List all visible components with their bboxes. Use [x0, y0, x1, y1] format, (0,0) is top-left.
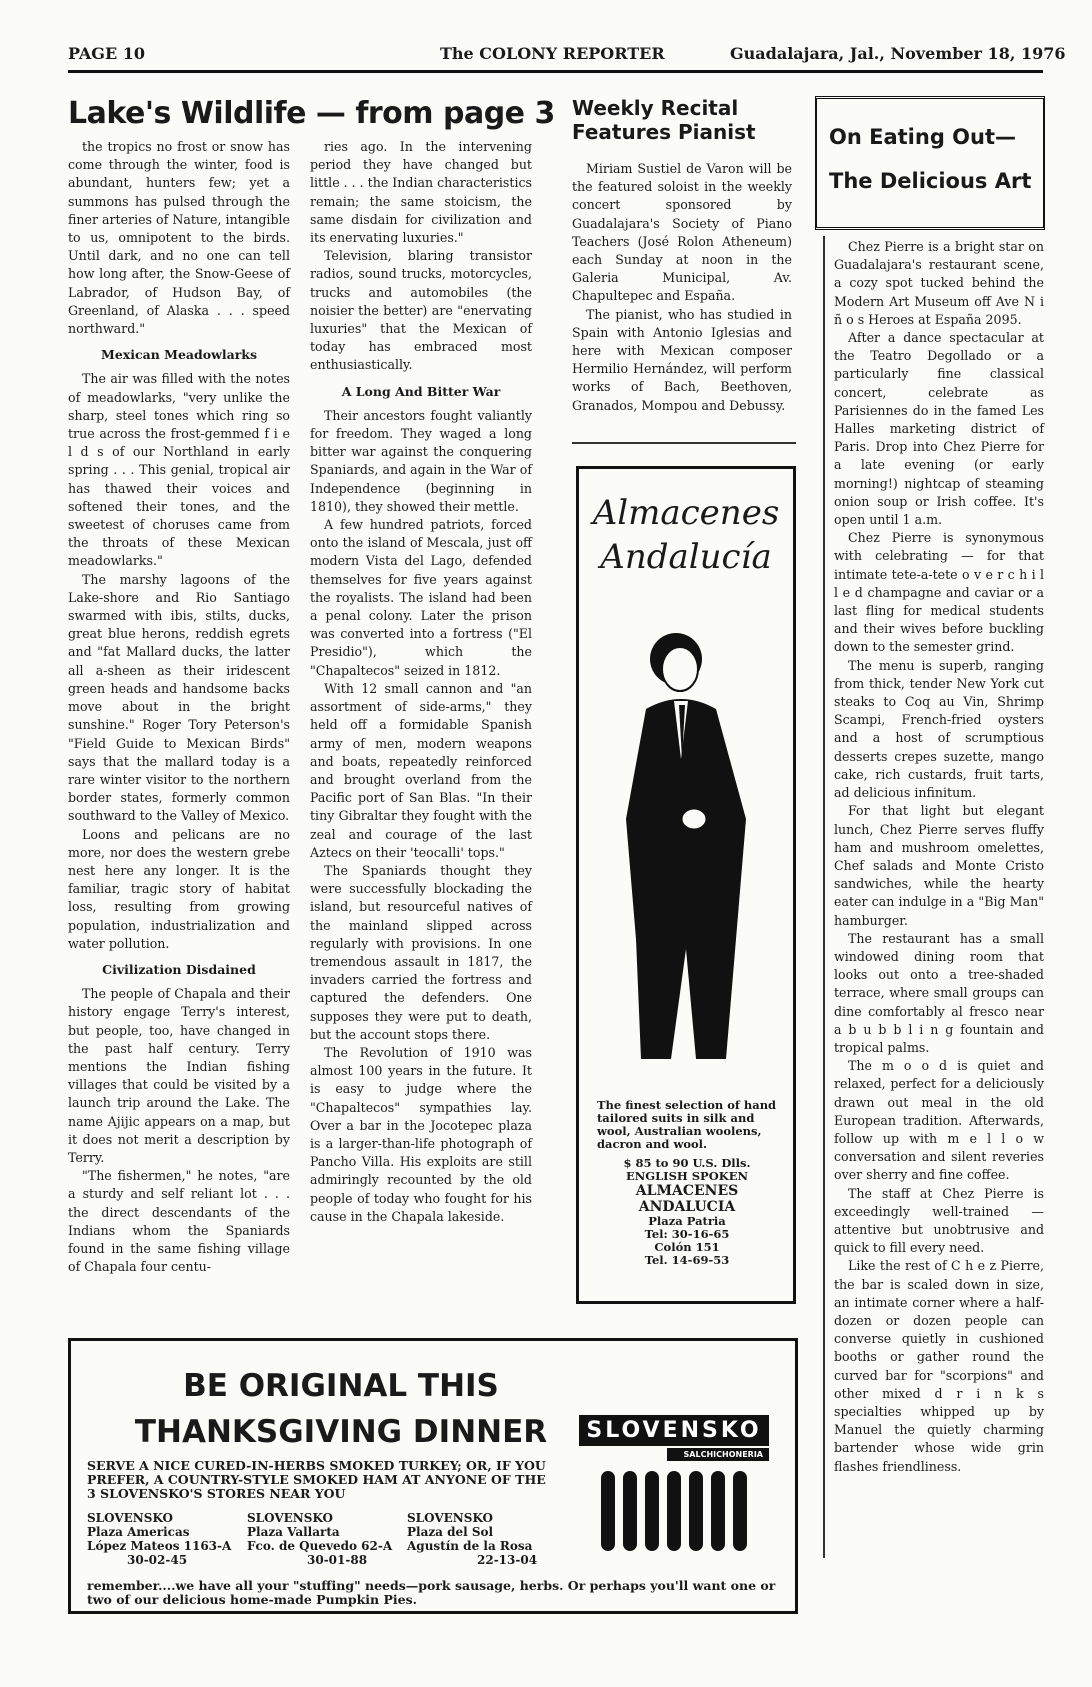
subheading: Mexican Meadowlarks: [101, 347, 257, 363]
paragraph: ries ago. In the intervening period they have changed but little . . . the Indian characteristics remain; the same stoicism, the same disdain for civilization and its enervating luxuries.": [310, 139, 532, 246]
store-phone: 22-13-04: [477, 1553, 538, 1567]
eating-title-2: The Delicious Art: [829, 169, 1032, 193]
lakes-column-2: [310, 138, 532, 1226]
eating-headline-box: [815, 96, 1045, 230]
paragraph: The marshy lagoons of the Lake-shore and Rio Santiago swarmed with ibis, stilts, ducks, great blue herons, reddish egrets and "fat Mallard ducks, the latter all a-sheen as their iridescent green heads and handsome backs move about in the bright sunshine." Roger Tory Peterson's "Field Guide to Mexican Birds" says that the mallard today is a rare winter visitor to the northern border states, formerly common southward to the Valley of Mexico.: [68, 571, 290, 824]
paragraph: Television, blaring transistor radios, sound trucks, motorcycles, trucks and automobiles (the noisier the better) are "enervating luxuries" that the Mexican of today has embraced most enthusiastically.: [310, 248, 532, 373]
paragraph: "The fishermen," he notes, "are a sturdy and self reliant lot . . . the direct descendants of the Indians whom the Spaniards found in the same fishing village of Chapala four centu-: [68, 1168, 290, 1275]
sausage-graphic: [579, 1471, 769, 1551]
lakes-headline: Lake's Wildlife — from page 3: [68, 96, 555, 131]
paragraph: The people of Chapala and their history engage Terry's interest, but people, too, have changed in the past half century. Terry mentions the Indian fishing villages that could be visited by a launch trip around the Lake. The name Ajijic appears on a map, but it does not merit a description by Terry.: [68, 986, 290, 1165]
eating-title-1: On Eating Out—: [829, 125, 1017, 149]
ad-price: $ 85 to 90 U.S. Dlls.: [623, 1156, 751, 1170]
paragraph: After a dance spectacular at the Teatro Degollado or a particularly fine classical concert, celebrate as Parisiennes do in the famed Les Halles marketing district of Paris. Drop into Chez Pierre for a late evening (or early morning!) nightcap of steaming onion soup or Irish coffee. It's open until 1 a.m.: [834, 330, 1044, 528]
paragraph: Miriam Sustiel de Varon will be the featured soloist in the weekly concert sponsored by Guadalajara's Society of Piano Teachers (José Rolon Atheneum) each Sunday at noon in the Galeria Municipal, Av. Chapultepec and España.: [572, 161, 792, 304]
ad-address-1: Plaza Patria: [648, 1214, 726, 1228]
paragraph: With 12 small cannon and "an assortment of side-arms," they held off a formidable Spanish army of men, modern weapons and boats, repeatedly reinforced and brought overland from the Pacific port of San Blas. "In their tiny Gibraltar they fought with the zeal and courage of the last Aztecs on their 'teocalli' tops.": [310, 680, 532, 860]
ad-copy-block: [597, 1099, 777, 1267]
ad-name-2: ANDALUCIA: [638, 1199, 736, 1215]
ad-footer: remember....we have all your "stuffing" needs—pork sausage, herbs. Or perhaps you'll want one or two of our delicious home-made Pumpkin Pies.: [87, 1578, 776, 1607]
store-name: SLOVENSKO: [247, 1511, 333, 1525]
paragraph: Their ancestors fought valiantly for freedom. They waged a long bitter war against the conquering Spaniards, and again in the War of Independence (beginning in 1810), they showed their mettle.: [310, 407, 532, 514]
ad-tel-1: Tel: 30-16-65: [644, 1227, 730, 1241]
store-address: Fco. de Quevedo 62-A: [247, 1539, 393, 1553]
store-plaza: Plaza del Sol: [407, 1525, 494, 1539]
ad-title-line-2: THANKSGIVING DINNER: [134, 1414, 548, 1450]
ad-tel-2: Tel. 14-69-53: [644, 1253, 730, 1267]
header-rule: [68, 70, 1043, 73]
ad-body: SERVE A NICE CURED-IN-HERBS SMOKED TURKEY; OR, IF YOU PREFER, A COUNTRY-STYLE SMOKED HAM AT ANYONE OF THE 3 SLOVENSKO'S STORES NEAR YOU: [87, 1458, 546, 1501]
logo-word: SLOVENSKO: [579, 1415, 769, 1446]
paragraph: the tropics no frost or snow has come through the winter, food is abundant, hunters few; yet a summons has pulsed through the finer arteries of Nature, intangible to us, omnipotent to the birds. Until dark, and no one can tell how long after, the Snow-Geese of Labrador, of Hudson Bay, of Greenland, of Alaska . . . speed northward.": [68, 139, 290, 337]
store-name: SLOVENSKO: [407, 1511, 493, 1525]
almacenes-ad: [576, 466, 796, 1304]
ad-title: [131, 1363, 551, 1455]
subheading: A Long And Bitter War: [341, 383, 501, 399]
ad-name-1: ALMACENES: [635, 1183, 739, 1199]
paragraph: For that light but elegant lunch, Chez Pierre serves fluffy ham and mushroom omelettes, Chef salads and Monte Cristo sandwiches, while the hearty eater can indulge in a "Big Man" hamburger.: [834, 803, 1044, 928]
subheading: Civilization Disdained: [102, 961, 256, 977]
paragraph: The staff at Chez Pierre is exceedingly well-trained — attentive but unobtrusive and quick to fill every need.: [834, 1185, 1044, 1256]
store-plaza: Plaza Americas: [87, 1525, 190, 1539]
paragraph: A few hundred patriots, forced onto the island of Mescala, just off modern Vista del Lago, defended themselves for five years against the royalists. The island had been a penal colony. Later the prison was converted into a fortress ("El Presidio"), which the "Chapaltecos" seized in 1812.: [310, 517, 532, 678]
ad-address-2: Colón 151: [654, 1240, 720, 1254]
store-address: Agustín de la Rosa: [407, 1539, 533, 1553]
paragraph: Like the rest of C h e z Pierre, the bar is scaled down in size, an intimate corner where a half-dozen or dozen people can converse quietly in cushioned booths or gather round the curved bar for "scorpions" and other mixed d r i n k s specialties whipped up by Manuel the quietly charming bartender whose wide grin flashes friendliness.: [834, 1258, 1044, 1474]
store-address: López Mateos 1163-A: [87, 1539, 232, 1553]
ad-english-spoken: ENGLISH SPOKEN: [626, 1169, 748, 1183]
logo-subtitle: SALCHICHONERIA: [667, 1448, 769, 1461]
store-phone: 30-02-45: [127, 1553, 188, 1567]
paragraph: The menu is superb, ranging from thick, tender New York cut steaks to Coq au Vin, Shrimp Scampi, French-fried oysters and a host of scrumptious desserts crepes suzette, mango cake, rich custards, fruit tarts, ad delicious infinitum.: [834, 657, 1044, 801]
paragraph: Loons and pelicans are no more, nor does the western grebe nest here any longer. It is the familiar, tragic story of habitat loss, resulting from growing population, industrialization and water pollution.: [68, 826, 290, 951]
ad-brand-line-1: Almacenes: [592, 493, 780, 533]
store-3: [407, 1511, 567, 1567]
recital-rule: [572, 442, 796, 444]
paragraph: Chez Pierre is a bright star on Guadalajara's restaurant scene, a cozy spot tucked behind the Modern Art Museum off Ave N i ñ o s Heroes at España 2095.: [834, 239, 1044, 327]
store-phone: 30-01-88: [307, 1553, 368, 1567]
dateline: Guadalajara, Jal., November 18, 1976: [730, 44, 1066, 63]
slovensko-logo: [579, 1415, 769, 1551]
ad-brand-line-2: Andalucía: [600, 537, 772, 577]
store-plaza: Plaza Vallarta: [247, 1525, 340, 1539]
man-in-suit-illustration: [586, 619, 786, 1059]
ad-copy: The finest selection of hand tailored suits in silk and wool, Australian woolens, dacron and wool.: [597, 1098, 777, 1151]
newspaper-name: The COLONY REPORTER: [440, 44, 665, 63]
recital-headline: Weekly Recital Features Pianist: [572, 96, 756, 144]
column-rule: [823, 236, 825, 1558]
store-2: [247, 1511, 407, 1567]
paragraph: The air was filled with the notes of meadowlarks, "very unlike the sharp, steel tones which ring so true across the frost-gemmed f i e l d s of our Northland in early spring . . . This genial, tropical air has thawed their voices and softened their tones, and the sweetest of choruses came from the throats of these Mexican meadowlarks.": [68, 371, 290, 569]
store-1: [87, 1511, 247, 1567]
paragraph: The m o o d is quiet and relaxed, perfect for a deliciously drawn out meal in the old European tradition. Afterwards, follow up with m e l l o w conversation and silent reveries over sherry and fine coffee.: [834, 1058, 1044, 1183]
paragraph: The pianist, who has studied in Spain with Antonio Iglesias and here with Mexican composer Hermilio Hernández, will perform works of Bach, Beethoven, Granados, Mompou and Debussy.: [572, 306, 792, 413]
paragraph: Chez Pierre is synonymous with celebrating — for that intimate tete-a-tete o v e r c h i l l e d champagne and caviar or a last fling for medical students and their wives before buckling down to the semester grind.: [834, 530, 1044, 655]
lakes-column-1: [68, 138, 290, 1276]
paragraph: The Spaniards thought they were successfully blockading the island, but resourceful natives of the mainland slipped across regularly with provisions. In one tremendous assault in 1817, the invaders carried the fortress and captured the defenders. One supposes they were put to death, but the account stops there.: [310, 862, 532, 1042]
recital-article: [572, 160, 792, 415]
store-name: SLOVENSKO: [87, 1511, 173, 1525]
ad-title-line-1: BE ORIGINAL THIS: [183, 1368, 499, 1404]
paragraph: The Revolution of 1910 was almost 100 years in the future. It is easy to judge where the "Chapaltecos" sympathies lay. Over a bar in the Jocotepec plaza is a larger-than-life photograph of Pancho Villa. His exploits are still admiringly recounted by the old people of today who fought for his cause in the Chapala lakeside.: [310, 1044, 532, 1224]
paragraph: The restaurant has a small windowed dining room that looks out onto a tree-shaded terrace, where small groups can dine comfortably al fresco near a b u b b l i n g fountain and tropical palms.: [834, 930, 1044, 1055]
eating-article: [834, 238, 1044, 1476]
slovensko-ad: [68, 1338, 798, 1614]
page-number: PAGE 10: [68, 44, 145, 63]
